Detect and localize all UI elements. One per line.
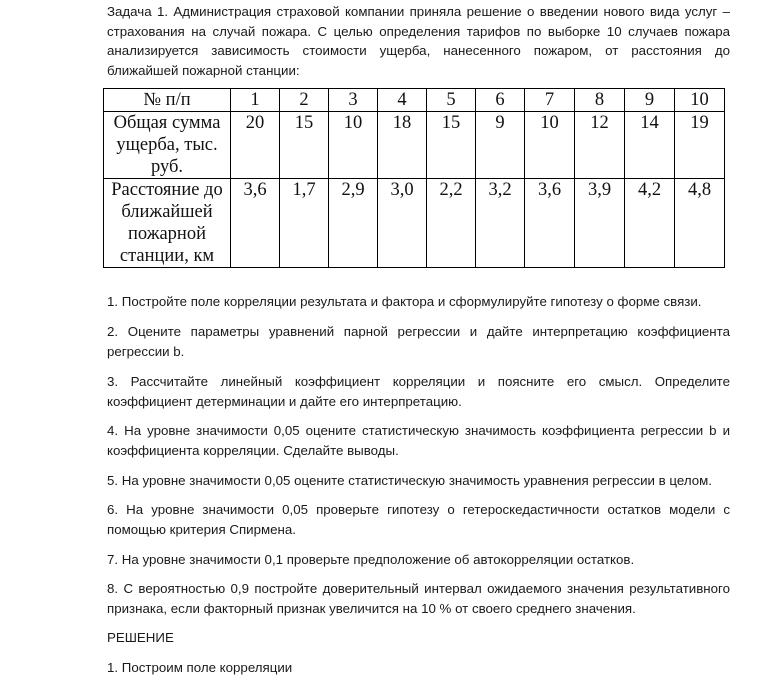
damage-value-cell: 15 (427, 112, 476, 179)
solution-step: 1. Построим поле корреляции (107, 660, 293, 675)
damage-value-cell: 10 (525, 112, 575, 179)
solution-heading: РЕШЕНИЕ (107, 630, 174, 645)
damage-row-label: Общая сумма ущерба, тыс. руб. (104, 112, 231, 179)
distance-value-cell: 2,9 (329, 179, 378, 268)
table-header-cell: 9 (625, 89, 675, 112)
table-header-cell: 8 (575, 89, 625, 112)
damage-value-cell: 18 (378, 112, 427, 179)
distance-value-cell: 3,6 (231, 179, 280, 268)
table-header-row (104, 89, 725, 112)
damage-value-cell: 19 (675, 112, 725, 179)
data-table (103, 88, 725, 268)
distance-value-cell: 3,0 (378, 179, 427, 268)
task-item: 2. Оцените параметры уравнений парной регрессии и дайте интерпретацию коэффициента регрессии b. (107, 324, 730, 359)
distance-value-cell: 3,9 (575, 179, 625, 268)
distance-value-cell: 3,2 (476, 179, 525, 268)
task-item: 8. С вероятностью 0,9 постройте доверительный интервал ожидаемого значения результативного признака, если факторный признак увеличится на 10 % от своего среднего значения. (107, 581, 730, 616)
task-item: 5. На уровне значимости 0,05 оцените статистическую значимость уравнения регрессии в целом. (107, 473, 712, 488)
task-item: 3. Рассчитайте линейный коэффициент корреляции и поясните его смысл. Определите коэффициент детерминации и дайте его интерпретацию. (107, 374, 730, 409)
table-header-cell: № п/п (104, 89, 231, 112)
task-item: 6. На уровне значимости 0,05 проверьте гипотезу о гетероскедастичности остатков модели с помощью критерия Спирмена. (107, 502, 730, 537)
distance-value-cell: 2,2 (427, 179, 476, 268)
task-item: 4. На уровне значимости 0,05 оцените статистическую значимость коэффициента регрессии b и коэффициента корреляции. Сделайте выводы. (107, 423, 730, 458)
table-header-cell: 5 (427, 89, 476, 112)
damage-value-cell: 14 (625, 112, 675, 179)
damage-value-cell: 12 (575, 112, 625, 179)
table-header-cell: 4 (378, 89, 427, 112)
table-header-cell: 6 (476, 89, 525, 112)
task-item: 1. Постройте поле корреляции результата и фактора и сформулируйте гипотезу о форме связи. (107, 294, 702, 309)
damage-value-cell: 10 (329, 112, 378, 179)
table-header-cell: 10 (675, 89, 725, 112)
damage-value-cell: 15 (280, 112, 329, 179)
table-header-cell: 3 (329, 89, 378, 112)
task-item: 7. На уровне значимости 0,1 проверьте предположение об автокорреляции остатков. (107, 552, 635, 567)
distance-value-cell: 4,2 (625, 179, 675, 268)
table-header-cell: 2 (280, 89, 329, 112)
damage-row (104, 112, 725, 179)
damage-value-cell: 20 (231, 112, 280, 179)
distance-value-cell: 3,6 (525, 179, 575, 268)
table-header-cell: 1 (231, 89, 280, 112)
distance-value-cell: 1,7 (280, 179, 329, 268)
distance-row (104, 179, 725, 268)
distance-row-label: Расстояние до ближайшей пожарной станции, км (104, 179, 231, 268)
damage-value-cell: 9 (476, 112, 525, 179)
problem-intro: Задача 1. Администрация страховой компании приняла решение о введении нового вида услуг – страхования на случай пожара. С целью определения тарифов по выборке 10 случаев пожара анализируется зависимость стоимости ущерба, нанесенного пожаром, от расстояния до ближайшей пожарной станции: (107, 4, 730, 78)
table-header-cell: 7 (525, 89, 575, 112)
distance-value-cell: 4,8 (675, 179, 725, 268)
